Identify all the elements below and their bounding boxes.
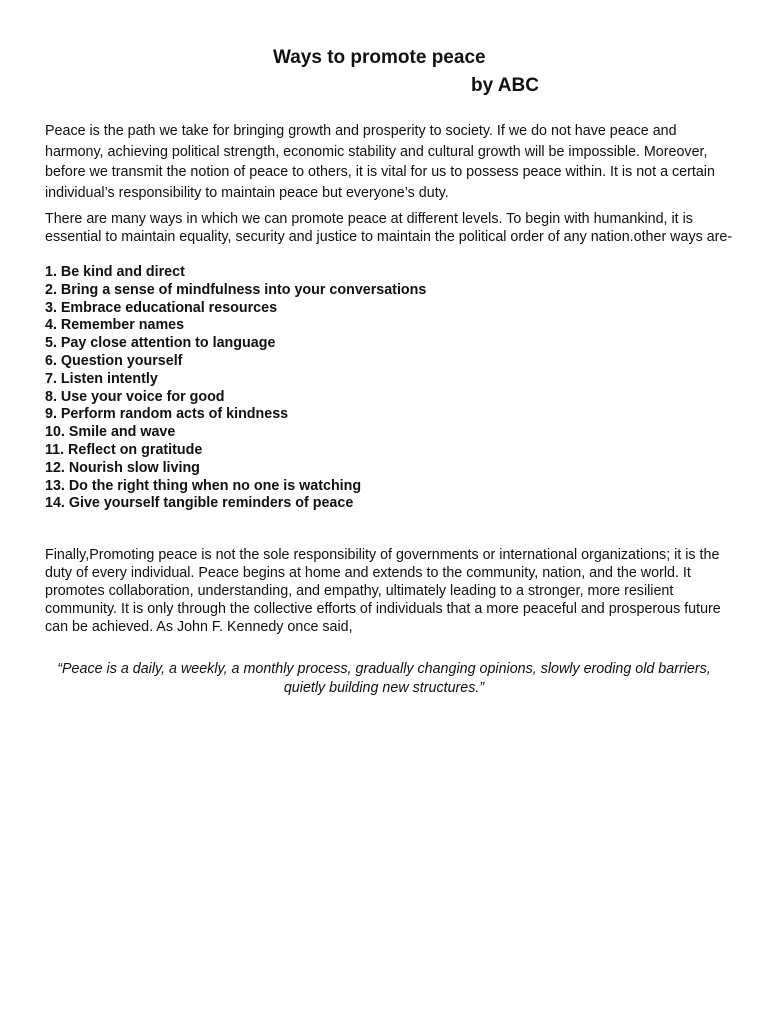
author-byline: by ABC: [471, 75, 539, 96]
list-item: 4. Remember names: [45, 317, 185, 334]
list-item: 13. Do the right thing when no one is watching: [45, 477, 362, 494]
list-item: 6. Question yourself: [45, 352, 183, 369]
list-item: 1. Be kind and direct: [45, 264, 185, 280]
list-item: 12. Nourish slow living: [45, 459, 200, 476]
ways-intro-paragraph: There are many ways in which we can promote peace at different levels. To begin with humankind, it is essential to maintain equality, security and justice to maintain the political order of any nation.other ways are-: [45, 211, 733, 245]
closing-paragraph: Finally,Promoting peace is not the sole responsibility of governments or international organizations; it is the duty of every individual. Peace begins at home and extends to the community, nation, and the world. It promotes collaboration, understanding, and empathy, ultimately leading to a stronger, more resilient community. It is only through the collective efforts of individuals that a more peaceful and prosperous future can be achieved. As John F. Kennedy once said,: [45, 547, 721, 635]
list-item: 3. Embrace educational resources: [45, 299, 278, 316]
list-item: 5. Pay close attention to language: [45, 335, 276, 352]
intro-paragraph: Peace is the path we take for bringing growth and prosperity to society. If we do not have peace and harmony, achieving political strength, economic stability and cultural growth will be impossible. Moreover, before we transmit the notion of peace to others, it is vital for us to possess peace within. It is not a certain individual’s responsibility to maintain peace but everyone’s duty.: [45, 123, 715, 201]
list-item: 9. Perform random acts of kindness: [45, 406, 289, 423]
kennedy-quote: “Peace is a daily, a weekly, a monthly process, gradually changing opinions, slowly eroding old barriers, quietly building new structures.”: [57, 661, 711, 696]
list-item: 7. Listen intently: [45, 370, 158, 387]
document-title: Ways to promote peace: [273, 47, 486, 68]
list-item: 2. Bring a sense of mindfulness into your conversations: [45, 281, 427, 298]
list-item: 14. Give yourself tangible reminders of peace: [45, 495, 354, 512]
list-item: 11. Reflect on gratitude: [45, 441, 203, 458]
ways-list: [45, 264, 735, 513]
list-item: 10. Smile and wave: [45, 424, 176, 441]
list-item: 8. Use your voice for good: [45, 388, 225, 405]
